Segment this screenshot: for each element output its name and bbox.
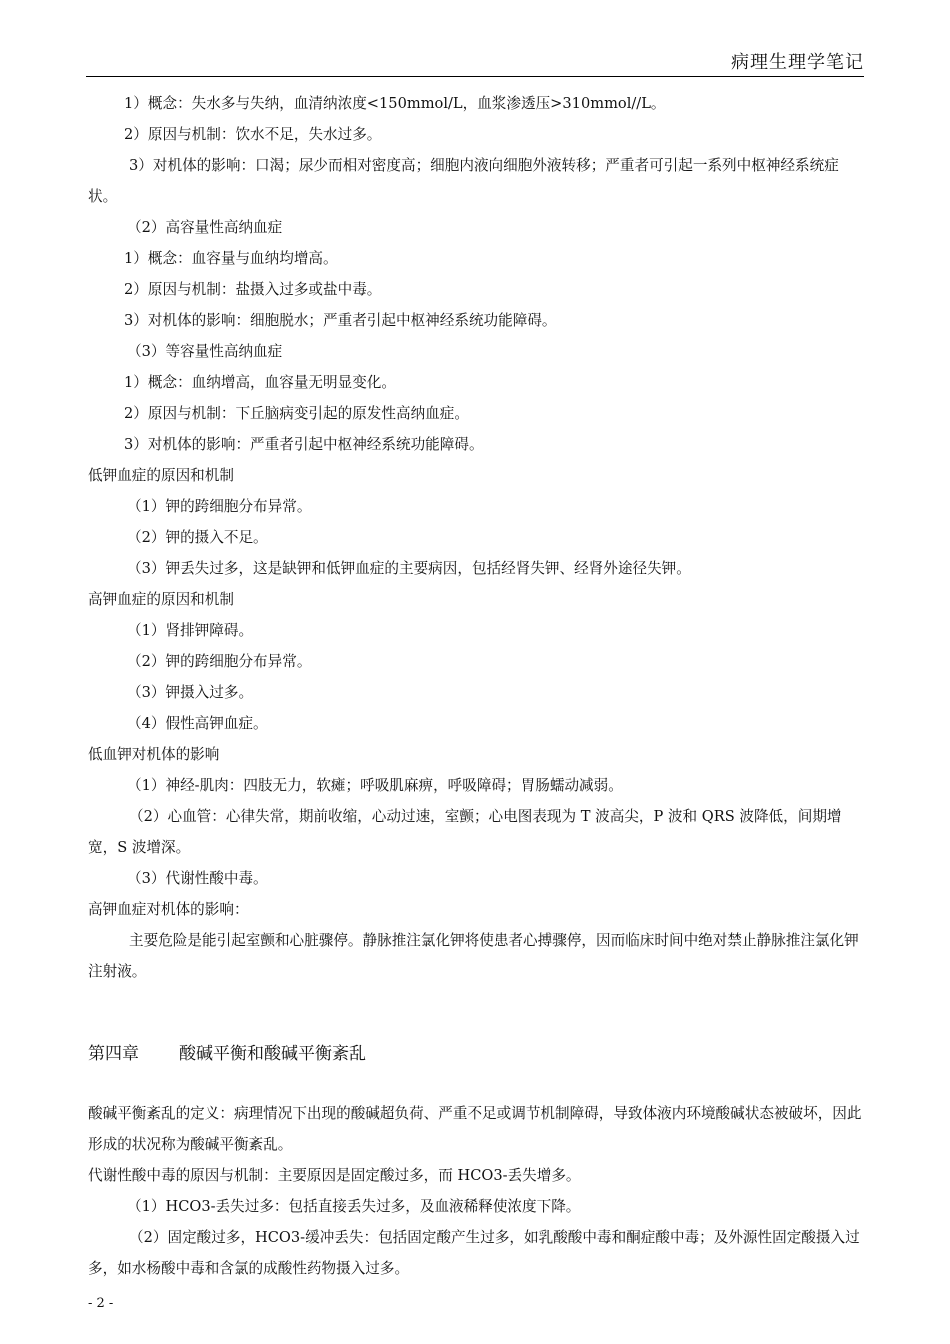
section-heading: 低钾血症的原因和机制 bbox=[88, 467, 234, 484]
page-number: - 2 - bbox=[88, 1296, 114, 1311]
page-header-title: 病理生理学笔记 bbox=[731, 52, 864, 73]
list-item: （2）钾的摄入不足。 bbox=[127, 529, 268, 546]
text-line: 3）对机体的影响：严重者引起中枢神经系统功能障碍。 bbox=[124, 436, 484, 453]
text-line: 1）概念：血容量与血纳均增高。 bbox=[124, 250, 338, 267]
subheading: （2）高容量性高纳血症 bbox=[127, 219, 283, 236]
chapter-heading bbox=[88, 1039, 864, 1070]
list-item: （4）假性高钾血症。 bbox=[127, 715, 268, 732]
list-item: （1）钾的跨细胞分布异常。 bbox=[127, 498, 312, 515]
section-heading: 高钾血症的原因和机制 bbox=[88, 591, 234, 608]
section-heading: 高钾血症对机体的影响： bbox=[88, 901, 249, 918]
text-line: 1）概念：失水多与失纳，血清纳浓度<150mmol/L，血浆渗透压>310mmol//L。 bbox=[124, 95, 666, 112]
list-item: （1）HCO3-丢失过多：包括直接丢失过多，及血液稀释使浓度下降。 bbox=[127, 1198, 581, 1215]
list-item: （2）钾的跨细胞分布异常。 bbox=[127, 653, 312, 670]
list-item: （3）钾摄入过多。 bbox=[127, 684, 254, 701]
text-paragraph: 酸碱平衡紊乱的定义：病理情况下出现的酸碱超负荷、严重不足或调节机制障碍，导致体液内环境酸碱状态被破坏，因此形成的状况称为酸碱平衡紊乱。 bbox=[88, 1105, 862, 1153]
text-line: 1）概念：血纳增高，血容量无明显变化。 bbox=[124, 374, 396, 391]
list-item: （2）心血管：心律失常，期前收缩，心动过速，室颤；心电图表现为 T 波高尖，P 波和 QRS 波降低，间期增宽，S 波增深。 bbox=[88, 808, 842, 856]
list-item: （2）固定酸过多，HCO3-缓冲丢失：包括固定酸产生过多，如乳酸酸中毒和酮症酸中毒；及外源性固定酸摄入过多，如水杨酸中毒和含氯的成酸性药物摄入过多。 bbox=[88, 1229, 860, 1277]
text-line: 2）原因与机制：盐摄入过多或盐中毒。 bbox=[124, 281, 382, 298]
list-item: （3）钾丢失过多，这是缺钾和低钾血症的主要病因，包括经肾失钾、经肾外途径失钾。 bbox=[127, 560, 691, 577]
subheading: （3）等容量性高纳血症 bbox=[127, 343, 283, 360]
text-paragraph: 主要危险是能引起室颤和心脏骤停。静脉推注氯化钾将使患者心搏骤停，因而临床时间中绝对禁止静脉推注氯化钾注射液。 bbox=[88, 932, 859, 980]
text-paragraph: 3）对机体的影响：口渴；尿少而相对密度高；细胞内液向细胞外液转移；严重者可引起一系列中枢神经系统症状。 bbox=[88, 157, 839, 205]
header-divider bbox=[86, 76, 864, 77]
section-heading: 低血钾对机体的影响 bbox=[88, 746, 220, 763]
text-line: 2）原因与机制：饮水不足，失水过多。 bbox=[124, 126, 382, 143]
document-body bbox=[88, 88, 864, 1284]
list-item: （1）神经-肌肉：四肢无力，软瘫；呼吸肌麻痹，呼吸障碍；胃肠蠕动减弱。 bbox=[127, 777, 623, 794]
list-item: （1）肾排钾障碍。 bbox=[127, 622, 254, 639]
text-line: 3）对机体的影响：细胞脱水；严重者引起中枢神经系统功能障碍。 bbox=[124, 312, 557, 329]
section-heading: 代谢性酸中毒的原因与机制：主要原因是固定酸过多，而 HCO3-丢失增多。 bbox=[88, 1167, 581, 1184]
chapter-number: 第四章 bbox=[88, 1044, 139, 1064]
text-line: 2）原因与机制：下丘脑病变引起的原发性高纳血症。 bbox=[124, 405, 469, 422]
chapter-title: 酸碱平衡和酸碱平衡紊乱 bbox=[179, 1044, 366, 1064]
list-item: （3）代谢性酸中毒。 bbox=[127, 870, 268, 887]
